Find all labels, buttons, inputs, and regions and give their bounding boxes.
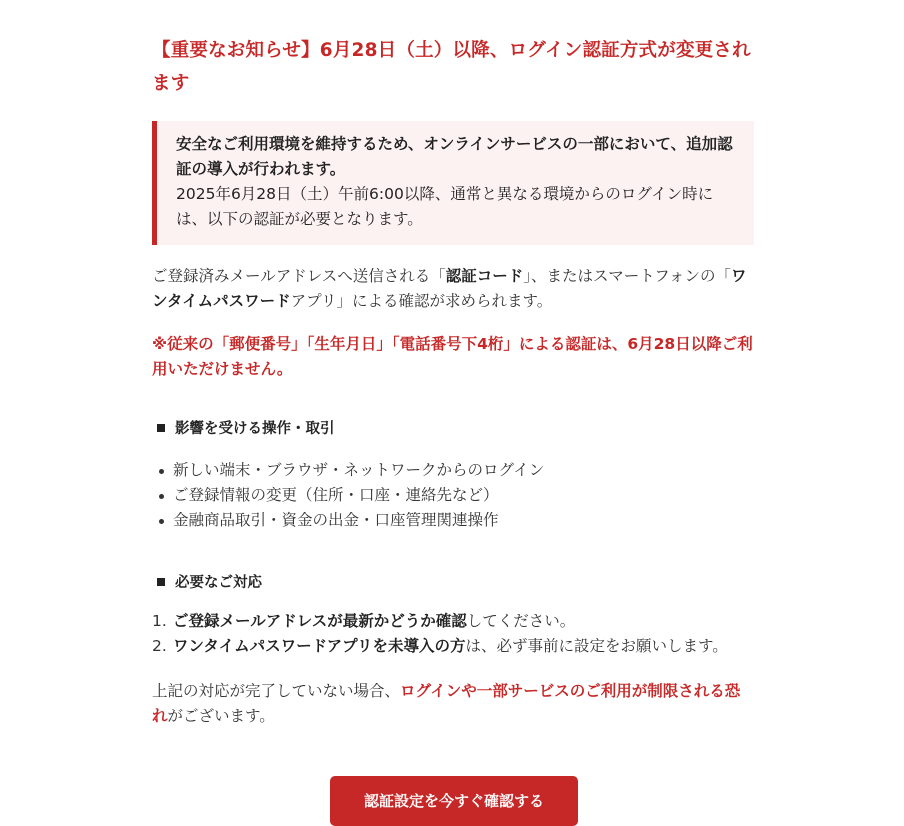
- bullet-dot-icon: [159, 519, 164, 524]
- list-item: [152, 508, 754, 533]
- affected-heading-label: 影響を受ける操作・取引: [175, 421, 335, 437]
- affected-heading: [152, 417, 754, 438]
- list-item-text: ご登録情報の変更（住所・口座・連絡先など）: [173, 486, 499, 504]
- step-text: してください。: [466, 612, 576, 630]
- list-item: [152, 483, 754, 508]
- closing-paragraph: [152, 679, 754, 729]
- email-content: [152, 0, 754, 729]
- page-title: 【重要なお知らせ】6月28日（土）以降、ログイン認証方式が変更されます: [152, 40, 751, 94]
- closing-red-text: ログインや一部サービスのご利用が制限される恐れ: [152, 682, 741, 725]
- step-item: [152, 634, 754, 659]
- list-item-text: 金融商品取引・資金の出金・口座管理関連操作: [173, 511, 499, 529]
- intro-bold-otp: ワンタイムパスワード: [152, 267, 747, 310]
- step-number: 1.: [152, 612, 167, 630]
- list-item: [152, 458, 754, 483]
- actions-heading: [152, 571, 754, 592]
- actions-heading-label: 必要なご対応: [175, 575, 262, 591]
- confirm-auth-settings-button[interactable]: 認証設定を今すぐ確認する: [330, 776, 578, 826]
- intro-text-2: 」、またはスマートフォンの「: [523, 267, 731, 285]
- intro-text-3: アプリ」による確認が求められます。: [290, 292, 553, 310]
- intro-paragraph: [152, 264, 754, 314]
- intro-bold-auth-code: 認証コード: [445, 267, 524, 285]
- step-item: [152, 609, 754, 634]
- closing-text-2: がございます。: [167, 707, 275, 725]
- square-bullet-icon: [157, 578, 165, 586]
- affected-list: [152, 458, 754, 533]
- square-bullet-icon: [157, 424, 165, 432]
- bullet-dot-icon: [159, 494, 164, 499]
- warning-text: ※従来の「郵便番号」「生年月日」「電話番号下4桁」による認証は、6月28日以降ご利用いただけません。: [152, 335, 753, 378]
- list-item-text: 新しい端末・ブラウザ・ネットワークからのログイン: [173, 461, 545, 479]
- step-text: は、必ず事前に設定をお願いします。: [465, 637, 728, 655]
- notice-box: [152, 121, 754, 245]
- intro-text-1: ご登録済みメールアドレスへ送信される「: [152, 267, 446, 285]
- step-bold: ご登録メールアドレスが最新かどうか確認: [173, 612, 467, 630]
- notice-lead: 安全なご利用環境を維持するため、オンラインサービスの一部において、追加認証の導入が行われます。: [176, 135, 733, 178]
- bullet-dot-icon: [159, 469, 164, 474]
- step-number: 2.: [152, 637, 167, 655]
- actions-list: [152, 609, 754, 659]
- step-bold: ワンタイムパスワードアプリを未導入の方: [173, 637, 466, 655]
- closing-text-1: 上記の対応が完了していない場合、: [152, 682, 401, 700]
- notice-body: 2025年6月28日（土）午前6:00以降、通常と異なる環境からのログイン時には、以下の認証が必要となります。: [176, 185, 714, 228]
